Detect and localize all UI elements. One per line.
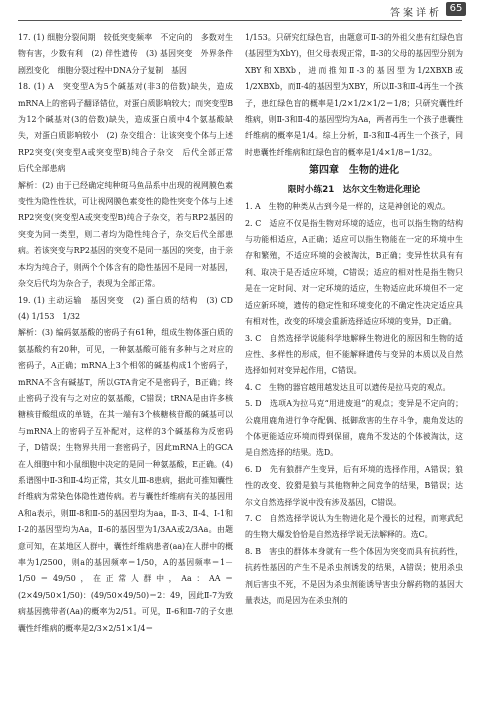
answer-18: 18. (1) A 突变型A为5个碱基对(非3的倍数)缺失，造成mRNA上的密码子翻译错位，对蛋白质影响较大；而突变型B为12个碱基对(3的倍数)缺失，造成蛋白质中4个氨基酸缺失，对蛋白质影响较小 (2) 杂交组合：让该突变个体与上述RP2突变(突变型A或突变型B)纯合子杂交 后代全部正常 后代全部患病 <box>18 82 241 174</box>
answer-17: 17. (1) 细胞分裂间期 较低突变频率 不定向的 多数对生物有害，少数有利 (2) 伴性遗传 (3) 基因突变 外界条件剧烈变化 细胞分裂过程中DNA分子复制 基因 <box>18 33 233 75</box>
answer-19-analysis-continued: 1/153。只研究红绿色盲，由题意可Ⅱ-3的外祖父患有红绿色盲(基因型为XbY)，但父母表现正常，Ⅱ-3的父母的基因型分别为XBY和XBXb，进而推知Ⅱ-3的基因型为1/2XBXB或1/2XBXb，而Ⅱ-4的基因型为XBY，所以Ⅱ-3和Ⅱ-4再生一个孩子，患红绿色盲的概率是1/2×1/2×1/2＝1/8；只研究囊性纤维病，则Ⅱ-3和Ⅱ-4的基因型均为Aa，两者再生一个孩子患囊性纤维病的概率是1/4。综上分析，Ⅱ-3和Ⅱ-4再生一个孩子，同时患囊性纤维病和红绿色盲的概率是1/4×1/8＝1/32。 <box>245 33 463 157</box>
answer-7: 7. C 自然选择学说认为生物进化是个漫长的过程，而寒武纪的生物大爆发恰恰是自然选择学说无法解释的。选C。 <box>245 513 463 540</box>
answer-5: 5. D 选项A为拉马克“用进废退”的观点；变异是不定向的；公鹿用鹿角进行争夺配偶、抵御敌害的生存斗争，鹿角发达的个体更能适应环境而得到保留，鹿角不发达的个体被淘汰，这是自然选择的结果。选D。 <box>245 399 463 458</box>
header-label: 答案详析 <box>390 8 442 19</box>
answer-2: 2. C 适应不仅是指生物对环境的适应，也可以指生物的结构与功能相适应，A正确；适应可以指生物能在一定的环境中生存和繁殖，不适应环境的会被淘汰，B正确；变异性状具有有利、取决于是否适应环境，C错误；适应的相对性是指生物只是在一定时间、对一定环境的适应，生物适应此环境但不一定适应新环境，遗传的稳定性和环境变化的不确定性决定适应具有相对性，改变的环境会重新选择适应环境的变异，D正确。 <box>245 218 463 327</box>
answer-4: 4. C 生物的器官越用越发达且可以遗传是拉马克的观点。 <box>245 382 451 392</box>
answer-19-analysis: 解析：(3) 编码氨基酸的密码子有61种，组成生物体蛋白质的氨基酸约有20种，可见，一种氨基酸可能有多种与之对应的密码子，A正确；mRNA上3个相邻的碱基构成1个密码子，mRNA不含有碱基T，所以GTA肯定不是密码子，B正确；终止密码子没有与之对应的氨基酸，C错误；tRNA是由许多核糖核苷酸组成的单链，在其一端有3个核糖核苷酸的碱基可以与mRNA上的密码子互补配对，这样的3个碱基称为反密码子，D错误；生物界共用一套密码子，因此mRNA上的GCA在人细胞中和小鼠细胞中决定的是同一种氨基酸，E正确。(4) 系谱图中Ⅱ-3和Ⅱ-4均正常，其女儿Ⅲ-8患病，据此可推知囊性纤维病为常染色体隐性遗传病。若与囊性纤维病有关的基因用A和a表示，则Ⅲ-8和Ⅱ-5的基因型均为aa，Ⅱ-3、Ⅱ-4、Ⅰ-1和Ⅰ-2的基因型均为Aa，Ⅱ-6的基因型为1/3AA或2/3Aa。由题意可知，在某地区人群中，囊性纤维病患者(aa)在人群中的概率为1/2500，则a的基因频率＝1/50，A的基因频率＝1－1/50＝49/50，在正常人群中，Aa：AA＝(2×49/50×1/50)：(49/50×49/50)＝2：49，因此Ⅱ-7为致病基因携带者(Aa)的概率为2/51。可见，Ⅱ-6和Ⅱ-7的子女患囊性纤维病的概率是2/3×2/51×1/4＝ <box>18 328 233 633</box>
answer-3: 3. C 自然选择学说能科学地解释生物进化的原因和生物的适应性、多样性的形成，但不能解释遗传与变异的本质以及自然选择如何对变异起作用，C错误。 <box>245 333 463 376</box>
answer-8: 8. B 害虫的群体本身就有一些个体因为突变而具有抗药性，抗药性基因的产生不是杀虫剂诱发的结果，A错误；使用杀虫剂后害虫不死，不是因为杀虫剂能诱导害虫分解药物的基因大量表达，而是因为在杀虫剂的 <box>245 546 463 605</box>
header-divider <box>18 20 462 21</box>
left-column <box>18 30 241 637</box>
page-number: 65 <box>446 2 466 16</box>
answer-18-analysis: 解析：(2) 由于已经确定纯种斑马鱼品系中出现的视网膜色素变性为隐性性状，可让视网膜色素变性的隐性突变个体与上述RP2突变(突变型A或突变型B)纯合子杂交，若与RP2基因的突变为同一类型，则二者均为隐性纯合子，杂交后代全部患病。若该突变与RP2基因的突变不是同一基因的突变，由于亲本均为纯合子，则两个个体含有的隐性基因不是同一对基因，杂交后代均为杂合子，表现为全部正常。 <box>18 180 233 289</box>
answer-1: 1. A 生物的种类从古到今是一样的，这是神创论的观点。 <box>245 202 451 212</box>
section-title: 限时小练21 达尔文生物进化理论 <box>287 185 421 196</box>
right-column <box>245 30 463 609</box>
chapter-title: 第四章 生物的进化 <box>309 165 399 177</box>
answer-6: 6. D 先有狼群产生变异，后有环境的选择作用，A错误；狼性的改变、狡猾是狼与其他物种之间竞争的结果，B错误；达尔文自然选择学说中没有涉及基因，C错误。 <box>245 464 463 507</box>
page-header <box>0 0 480 22</box>
answer-19: 19. (1) 主动运输 基因突变 (2) 蛋白质的结构 (3) CD (4) 1/153 1/32 <box>18 295 241 321</box>
